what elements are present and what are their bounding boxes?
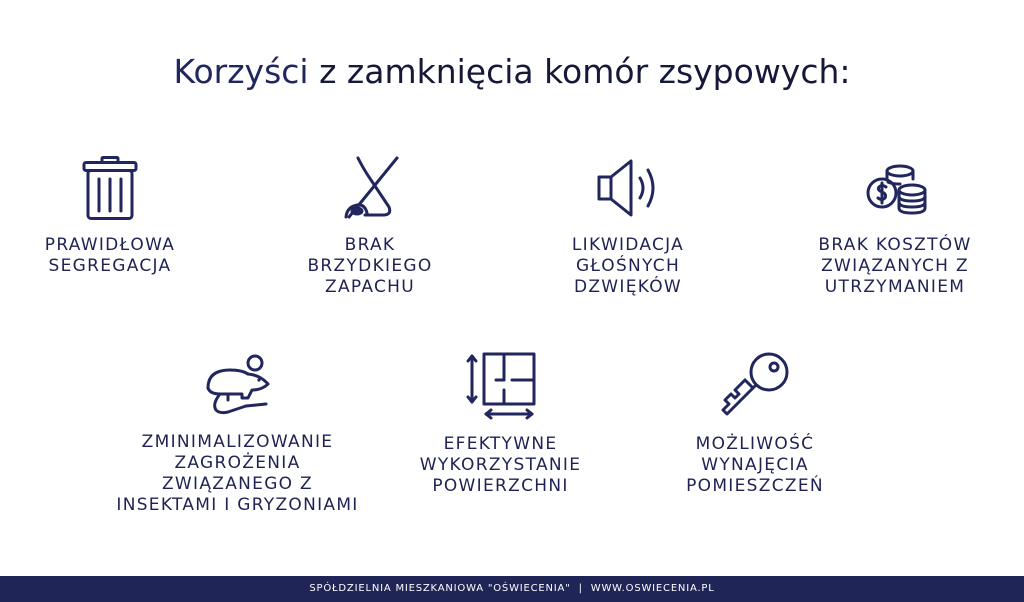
- benefit-pests: [105, 350, 370, 516]
- page-title: [0, 50, 1024, 94]
- benefit-noise: [553, 155, 703, 298]
- speaker-volume-icon: [593, 155, 663, 221]
- key-icon: [719, 350, 791, 420]
- benefit-space: [413, 350, 588, 497]
- benefit-label: BRAK BRZYDKIEGO ZAPACHU: [307, 235, 433, 297]
- benefit-label: BRAK KOSZTÓW ZWIĄZANYCH Z UTRZYMANIEM: [818, 235, 972, 297]
- footer-bar: [0, 576, 1024, 602]
- title-rest: z zamknięcia komór zsypowych:: [319, 52, 851, 92]
- benefit-segregation: [40, 155, 180, 277]
- benefit-label: PRAWIDŁOWA SEGREGACJA: [44, 235, 176, 276]
- benefit-label: ZMINIMALIZOWANIE ZAGROŻENIA ZWIĄZANEGO Z INSEKTAMI I GRYZONIAMI: [116, 432, 359, 515]
- trash-bin-icon: [80, 155, 140, 221]
- coins-dollar-icon: [860, 155, 930, 221]
- title-accent: Korzyści: [173, 52, 309, 92]
- floor-plan-icon: [464, 350, 538, 420]
- benefit-no-smell: [295, 155, 445, 298]
- benefit-no-costs: [815, 155, 975, 298]
- mouse-rodent-icon: [202, 350, 274, 418]
- benefit-rent: [675, 350, 835, 497]
- footer-org: SPÓŁDZIELNIA MIESZKANIOWA "OŚWIECENIA": [309, 583, 571, 594]
- benefit-label: EFEKTYWNE WYKORZYSTANIE POWIERZCHNI: [419, 434, 582, 496]
- crossed-nose-icon: [337, 155, 403, 221]
- footer-url[interactable]: WWW.OSWIECENIA.PL: [590, 583, 715, 594]
- footer-separator: |: [578, 583, 583, 594]
- benefit-label: LIKWIDACJA GŁOŚNYCH DZWIĘKÓW: [571, 235, 685, 297]
- benefit-label: MOŻLIWOŚĆ WYNAJĘCIA POMIESZCZEŃ: [686, 434, 824, 496]
